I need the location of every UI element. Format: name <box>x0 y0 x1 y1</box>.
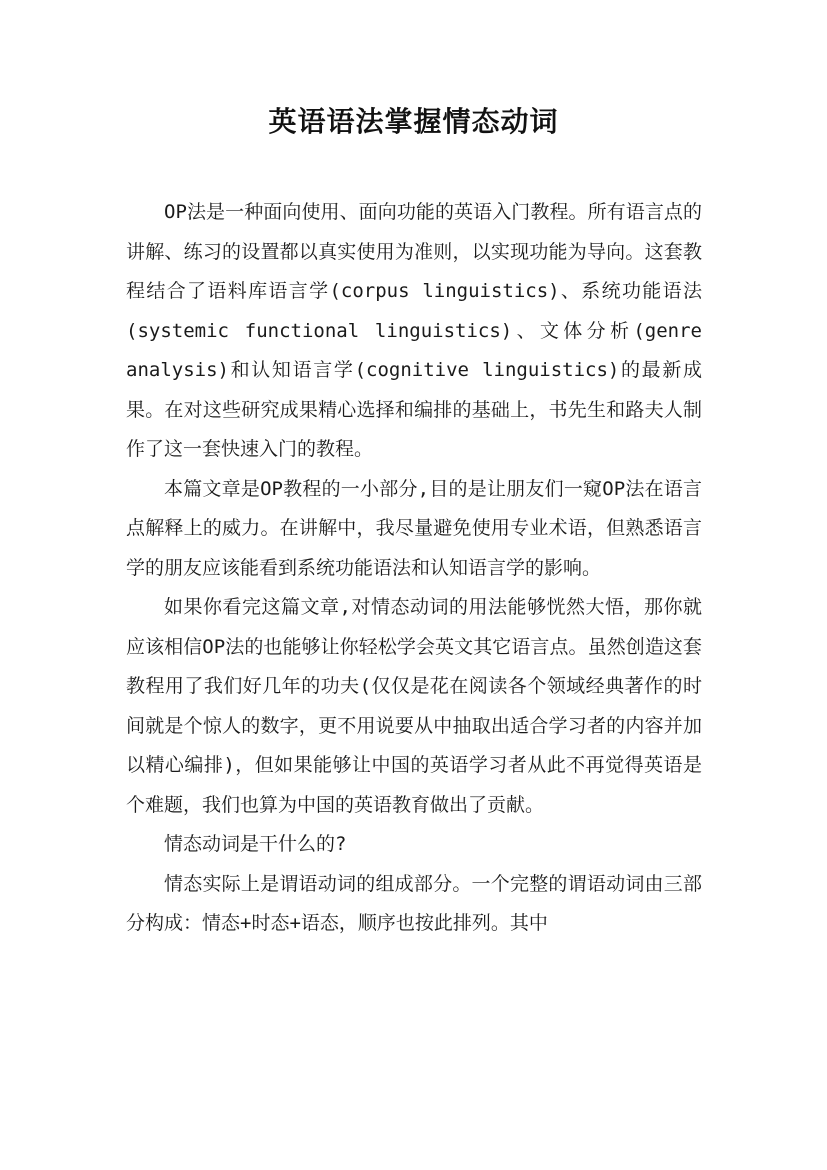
document-title: 英语语法掌握情态动词 <box>268 105 559 138</box>
paragraph-question: 情态动词是干什么的? <box>164 833 347 855</box>
document-body <box>126 193 702 944</box>
paragraph-intro: OP法是一种面向使用、面向功能的英语入门教程。所有语言点的讲解、练习的设置都以真实使用为准则，以实现功能为导向。这套教程结合了语料库语言学(corpus linguistics)、系统功能语法(systemic functional linguistics)、文体分析(genre analysis)和认知语言学(cognitive linguistics)的最新成果。在对这些研究成果精心选择和编排的基础上，书先生和路夫人制作了这一套快速入门的教程。 <box>126 201 702 460</box>
paragraph-explanation: 情态实际上是谓语动词的组成部分。一个完整的谓语动词由三部分构成：情态+时态+语态，顺序也按此排列。其中 <box>126 872 702 934</box>
paragraph-contribution: 如果你看完这篇文章,对情态动词的用法能够恍然大悟，那你就应该相信OP法的也能够让你轻松学会英文其它语言点。虽然创造这套教程用了我们好几年的功夫(仅仅是花在阅读各个领域经典著作的时间就是个惊人的数字，更不用说要从中抽取出适合学习者的内容并加以精心编排)，但如果能够让中国的英语学习者从此不再觉得英语是个难题，我们也算为中国的英语教育做出了贡献。 <box>126 596 702 816</box>
paragraph-purpose: 本篇文章是OP教程的一小部分,目的是让朋友们一窥OP法在语言点解释上的威力。在讲解中，我尽量避免使用专业术语，但熟悉语言学的朋友应该能看到系统功能语法和认知语言学的影响。 <box>126 477 702 579</box>
